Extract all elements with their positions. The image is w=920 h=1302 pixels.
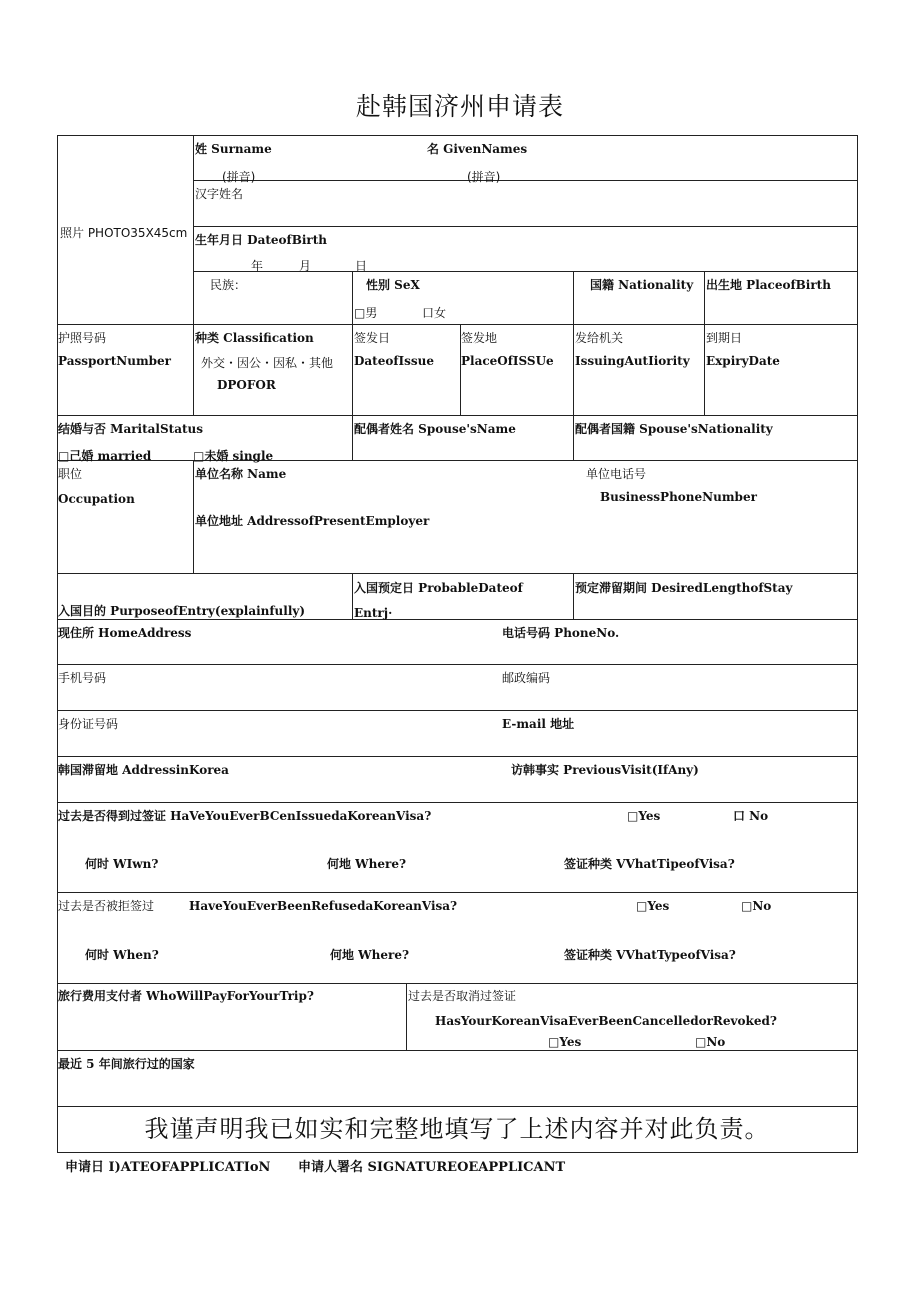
home-phone-field[interactable]: 电话号码 PhoneNo.: [502, 626, 620, 640]
application-date-field[interactable]: 申请日 I)ATEOFAPPLICATIoN: [65, 1160, 271, 1175]
birth-month-label: 月: [299, 259, 312, 273]
business-phone-field[interactable]: BusinessPhoneNumber: [600, 490, 757, 504]
photo-label: 照片 PHOTO35X45cm: [60, 226, 188, 240]
rule-7: [57, 573, 858, 574]
occupation-label-cn: 职位: [58, 467, 83, 481]
passport-class-codes: DPOFOR: [217, 378, 276, 392]
probable-entry-date-field[interactable]: 入国预定日 ProbableDateof: [354, 581, 523, 595]
issue-place-label-cn: 签发地: [461, 331, 498, 345]
email-field[interactable]: E-mail 地址: [502, 717, 575, 731]
visa-issued-question: 过去是否得到过签证 HaVeYouEverBCenIssuedaKoreanVisa?: [58, 809, 432, 823]
business-phone-label-cn: 单位电话号: [586, 467, 647, 481]
col-sex-divider: [352, 271, 353, 415]
col-nationality-divider: [573, 271, 574, 415]
col-spouse-name-divider: [352, 415, 353, 460]
col-entry-date-divider: [352, 573, 353, 619]
expiry-date-label-cn: 到期日: [706, 331, 743, 345]
postal-code-field[interactable]: 邮政编码: [502, 671, 551, 685]
passport-number-label-cn: 护照号码: [58, 331, 107, 345]
visa-issued-yes-checkbox[interactable]: □Yes: [627, 809, 661, 823]
expiry-date-field[interactable]: ExpiryDate: [706, 354, 780, 368]
rule-12: [57, 802, 858, 803]
border-right: [857, 135, 858, 1152]
rule-10: [57, 710, 858, 711]
rule-6: [57, 460, 858, 461]
visa-refused-question-cn: 过去是否被拒签过: [58, 899, 155, 913]
nationality-field[interactable]: 国籍 Nationality: [590, 278, 694, 292]
visa-refused-when-field[interactable]: 何时 When?: [85, 948, 159, 962]
place-of-birth-field[interactable]: 出生地 PlaceofBirth: [706, 278, 831, 292]
rule-top: [57, 135, 858, 136]
visa-issued-type-field[interactable]: 签证种类 VVhatTipeofVisa?: [564, 857, 735, 871]
rule-8: [57, 619, 858, 620]
birth-day-label: 日: [355, 259, 368, 273]
rule-2: [193, 226, 858, 227]
rule-13: [57, 892, 858, 893]
visa-refused-yes-checkbox[interactable]: □Yes: [636, 899, 670, 913]
marital-status-label: 结婚与否 MaritalStatus: [58, 422, 204, 436]
rule-11: [57, 756, 858, 757]
issue-date-field[interactable]: DateofIssue: [354, 354, 435, 368]
visa-issued-when-field[interactable]: 何时 WIwn?: [85, 857, 159, 871]
sex-female-checkbox[interactable]: 口女: [422, 306, 447, 320]
surname-pinyin-hint: (拼音): [222, 170, 256, 184]
passport-class-options[interactable]: 外交・因公・因私・其他: [201, 356, 334, 370]
address-in-korea-field[interactable]: 韩国滞留地 AddressinKorea: [58, 763, 229, 777]
visa-issued-no-checkbox[interactable]: 口 No: [733, 809, 769, 823]
col-spouse-nat-divider: [573, 415, 574, 460]
married-checkbox[interactable]: □己婚 married: [58, 449, 152, 463]
visa-refused-question: HaveYouEverBeenRefusedaKoreanVisa?: [189, 899, 458, 913]
issue-place-field[interactable]: PlaceOfISSUe: [461, 354, 554, 368]
birth-year-label: 年: [251, 259, 264, 273]
rule-16: [57, 1106, 858, 1107]
mobile-number-field[interactable]: 手机号码: [58, 671, 107, 685]
probable-entry-date-label-2: Entrj·: [354, 606, 393, 620]
given-pinyin-hint: (拼音): [467, 170, 501, 184]
form-title: 赴韩国济州申请表: [355, 92, 564, 121]
trip-payer-field[interactable]: 旅行费用支付者 WhoWillPayForYourTrip?: [58, 989, 314, 1003]
occupation-field[interactable]: Occupation: [58, 492, 135, 506]
visa-cancelled-question: HasYourKoreanVisaEverBeenCancelledorRevoked?: [435, 1014, 777, 1028]
passport-class-label: 种类 Classification: [195, 331, 314, 345]
col-stay-divider: [573, 573, 574, 619]
rule-14: [57, 983, 858, 984]
visa-issued-where-field[interactable]: 何地 Where?: [327, 857, 407, 871]
spouse-name-field[interactable]: 配偶者姓名 Spouse'sName: [354, 422, 516, 436]
rule-3: [193, 271, 858, 272]
chinese-name-field[interactable]: 汉字姓名: [195, 187, 244, 201]
rule-15: [57, 1050, 858, 1051]
col-birthplace-divider: [704, 271, 705, 415]
employer-name-field[interactable]: 单位名称 Name: [195, 467, 287, 481]
declaration-statement: 我谨声明我已如实和完整地填写了上述内容并对此负责。: [144, 1115, 770, 1143]
col-cancel-divider: [406, 983, 407, 1050]
rule-bottom: [57, 1152, 858, 1153]
id-card-number-field[interactable]: 身份证号码: [58, 717, 119, 731]
issuing-authority-label-cn: 发给机关: [575, 331, 624, 345]
col-occupation-divider: [193, 460, 194, 573]
visa-cancelled-yes-checkbox[interactable]: □Yes: [548, 1035, 582, 1049]
applicant-signature-field[interactable]: 申请人署名 SIGNATUREOEAPPLICANT: [298, 1160, 566, 1175]
date-of-birth-field[interactable]: 生年月日 DateofBirth: [195, 233, 327, 247]
rule-1: [193, 180, 858, 181]
rule-5: [57, 415, 858, 416]
passport-number-field[interactable]: PassportNumber: [58, 354, 171, 368]
previous-visit-field[interactable]: 访韩事实 PreviousVisit(IfAny): [511, 763, 699, 777]
purpose-of-entry-field[interactable]: 入国目的 PurposeofEntry(explainfully): [58, 604, 306, 618]
visa-cancelled-no-checkbox[interactable]: □No: [695, 1035, 726, 1049]
home-address-field[interactable]: 现住所 HomeAddress: [58, 626, 192, 640]
ethnicity-field[interactable]: 民族：: [210, 278, 247, 292]
countries-visited-field[interactable]: 最近 5 年间旅行过的国家: [58, 1057, 195, 1071]
single-checkbox[interactable]: □未婚 single: [193, 449, 274, 463]
photo-box-label[interactable]: [60, 226, 187, 240]
rule-9: [57, 664, 858, 665]
col-photo-divider: [193, 135, 194, 415]
sex-label: 性别 SeX: [366, 278, 420, 292]
visa-cancelled-question-cn: 过去是否取消过签证: [408, 989, 517, 1003]
spouse-nationality-field[interactable]: 配偶者国籍 Spouse'sNationality: [575, 422, 773, 436]
employer-address-field[interactable]: 单位地址 AddressofPresentEmployer: [195, 514, 430, 528]
length-of-stay-field[interactable]: 预定滞留期间 DesiredLengthofStay: [575, 581, 793, 595]
surname-field[interactable]: 姓 Surname: [195, 142, 272, 156]
rule-4: [57, 324, 858, 325]
sex-male-checkbox[interactable]: □男: [354, 306, 378, 320]
visa-refused-no-checkbox[interactable]: □No: [741, 899, 772, 913]
issuing-authority-field[interactable]: IssuingAutIiority: [575, 354, 690, 368]
visa-refused-type-field[interactable]: 签证种类 VVhatTypeofVisa?: [564, 948, 736, 962]
issue-date-label-cn: 签发日: [354, 331, 391, 345]
given-names-field[interactable]: 名 GivenNames: [427, 142, 528, 156]
visa-refused-where-field[interactable]: 何地 Where?: [330, 948, 410, 962]
